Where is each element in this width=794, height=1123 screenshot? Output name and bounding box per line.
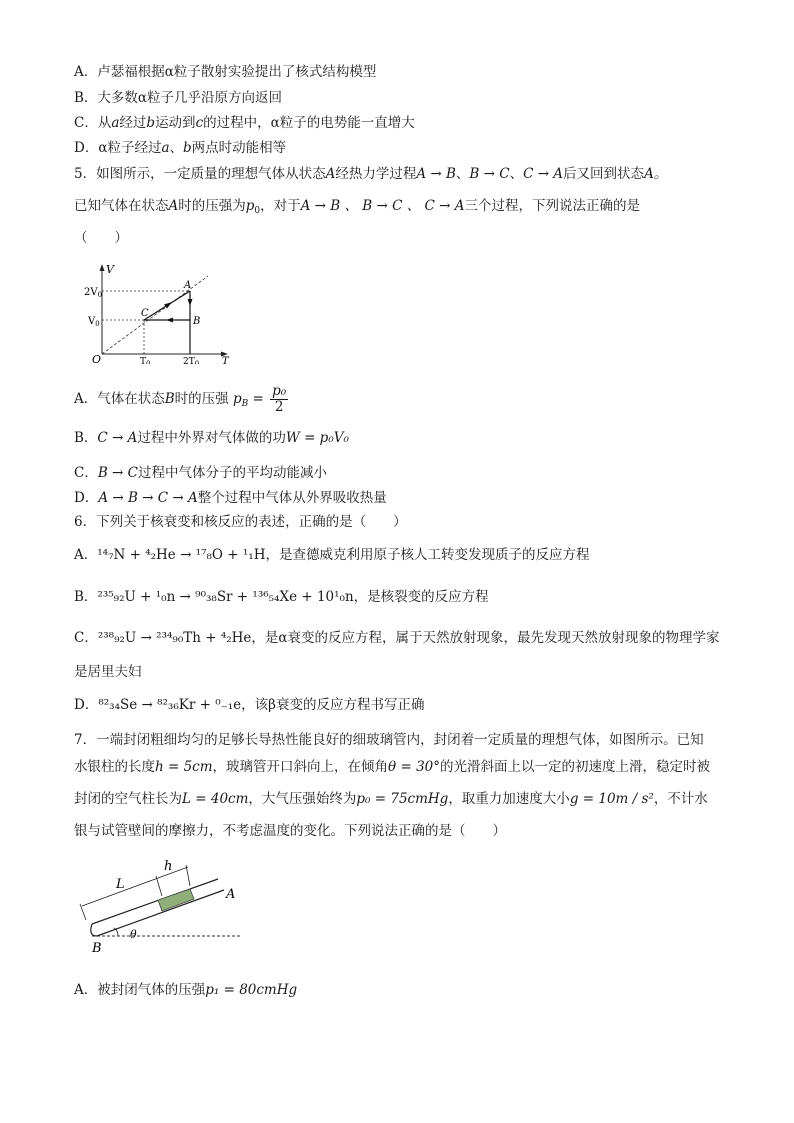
q5-d-process: A → B → C → A xyxy=(98,490,198,506)
q7-tube-figure xyxy=(78,852,250,956)
q4-option-b-text: B．大多数α粒子几乎沿原方向返回 xyxy=(74,90,283,106)
q4-option-b xyxy=(74,88,282,108)
q5-c-process: B → C xyxy=(97,465,138,481)
tick-2t0-text: 2T xyxy=(183,357,195,364)
q5-stem-text: 、 xyxy=(509,166,524,182)
q5-b-text: 过程中外界对气体做的功 xyxy=(137,430,286,446)
answer-blank: （ ） xyxy=(74,230,128,246)
q7-stem-line2 xyxy=(74,757,710,777)
q6-d-label: D． xyxy=(74,697,99,713)
q7-p0-value: p₀ = 75cmHg xyxy=(356,791,449,807)
q5-stem-line1 xyxy=(74,164,667,184)
tick-2v0-text: 2V xyxy=(84,287,98,298)
q7-l-value: L = 40cm xyxy=(182,791,249,807)
q6-d-equation: ⁸²₃₄Se → ⁸²₃₆Kr + ⁰₋₁e xyxy=(98,697,242,713)
q5-b-text: B． xyxy=(74,430,98,446)
q6-c-text-cont: 是居里夫妇 xyxy=(74,664,142,680)
q7-theta-value: θ = 30° xyxy=(388,759,440,775)
q5-answer-paren xyxy=(74,228,128,248)
q7-stem-text: 的光滑斜面上以一定的初速度上滑，稳定时被 xyxy=(440,759,710,775)
tick-sub: 0 xyxy=(95,320,100,328)
q4-option-c xyxy=(74,113,415,133)
q5-a-pb: p xyxy=(232,391,242,407)
q6-c-equation: ²³⁸₉₂U → ²³⁴₉₀Th + ⁴₂He xyxy=(97,630,252,646)
q7-stem-line3 xyxy=(74,789,708,809)
q7-stem-text: ，不计水 xyxy=(653,791,708,807)
q5-a-state: B xyxy=(164,391,175,407)
q6-c-text: ，是α衰变的反应方程，属于天然放射现象，最先发现天然放射现象的物理学家 xyxy=(251,630,720,646)
q6-b-text: ，是核裂变的反应方程 xyxy=(353,589,489,605)
tick-t0-text: T xyxy=(140,357,147,364)
origin-line xyxy=(102,276,208,354)
tick-v0-text: V xyxy=(88,316,96,327)
q5-stem-text: 5．如图所示，一定质量的理想气体从状态 xyxy=(74,166,326,182)
dimension-h-line xyxy=(158,867,188,878)
q5-a-text: 时的压强 xyxy=(174,391,229,407)
label-l: L xyxy=(116,877,125,892)
q5-stem-text: 已知气体在状态 xyxy=(74,198,169,214)
q4-d-text: 、 xyxy=(169,140,184,156)
q7-stem-text: 7．一端封闭粗细均匀的足够长导热性能良好的细玻璃管内，封闭着一定质量的理想气体，如图所示。已知 xyxy=(74,732,704,748)
tick-2v0 xyxy=(84,287,102,299)
tube-upper-wall xyxy=(92,879,218,924)
q6-a-label: A． xyxy=(74,547,98,563)
dimension-h-tick xyxy=(186,865,190,886)
dimension-l-tick xyxy=(80,904,86,920)
q5-a-pb-sub: B xyxy=(241,399,249,409)
origin-label: O xyxy=(92,353,102,364)
v-axis-label: V xyxy=(106,263,114,276)
q5-a-text: A．气体在状态 xyxy=(74,391,165,407)
q5-stem-text: 三个过程，下列说法正确的是 xyxy=(464,198,640,214)
arrow-c-a-icon xyxy=(164,302,172,309)
q5-process-ab: A → B xyxy=(416,166,456,182)
q5-vt-graph xyxy=(84,262,234,364)
tick-v0 xyxy=(87,316,100,328)
q6-option-c xyxy=(74,628,720,648)
q5-process-bc: B → C xyxy=(469,166,510,182)
q4-c-var-a: a xyxy=(111,115,120,131)
q5-d-text: 整个过程中气体从外界吸收热量 xyxy=(197,490,387,506)
q5-option-c xyxy=(74,463,327,483)
q6-b-label: B． xyxy=(74,589,98,605)
t-axis-label: T xyxy=(222,356,229,364)
tick-sub: 0 xyxy=(146,360,151,364)
point-c-label: C xyxy=(141,308,149,319)
q5-process-ca: C → A xyxy=(523,166,564,182)
q5-c-text: C． xyxy=(74,465,98,481)
q4-d-text: D．α粒子经过 xyxy=(74,140,162,156)
q4-c-var-c: c xyxy=(195,115,204,131)
q4-option-a xyxy=(74,62,376,82)
q5-processes: A → B 、 B → C 、 C → A xyxy=(300,198,465,214)
tick-2t0 xyxy=(183,357,199,364)
q7-stem-text: 水银柱的长度 xyxy=(74,759,155,775)
q4-d-var-a: a xyxy=(161,140,170,156)
q7-h-value: h = 5cm xyxy=(155,759,213,775)
q7-a-formula: p₁ = 80cmHg xyxy=(205,982,298,998)
q7-g-value: g = 10m / s² xyxy=(569,791,654,807)
q6-a-equation: ¹⁴₇N + ⁴₂He → ¹⁷₈O + ¹₁H xyxy=(97,547,266,563)
q6-option-c-line2 xyxy=(74,662,142,682)
q4-c-text: 经过 xyxy=(119,115,147,131)
q4-d-var-b: b xyxy=(183,140,192,156)
q5-b-process: C → A xyxy=(97,430,138,446)
q5-stem-text: 时的压强为 xyxy=(178,198,246,214)
q6-option-b xyxy=(74,587,489,607)
q5-state-a: A xyxy=(325,166,336,182)
v-axis-arrow-icon xyxy=(100,264,105,271)
q5-a-fraction xyxy=(270,384,288,415)
tick-sub: 0 xyxy=(194,360,200,364)
q7-option-a xyxy=(74,980,297,1000)
q6-a-text: ，是查德威克利用原子核人工转变发现质子的反应方程 xyxy=(265,547,590,563)
q7-a-text: A．被封闭气体的压强 xyxy=(74,982,206,998)
q5-a-eq: = xyxy=(248,391,264,407)
q4-option-d xyxy=(74,138,286,158)
q6-stem xyxy=(74,512,407,532)
q5-b-formula: W = p₀V₀ xyxy=(285,430,349,446)
q5-stem-line2 xyxy=(74,196,640,221)
q5-option-b xyxy=(74,428,349,448)
label-h: h xyxy=(164,859,173,874)
q4-c-text: 运动到 xyxy=(155,115,196,131)
q6-stem-text: 6．下列关于核衰变和核反应的表述，正确的是（ ） xyxy=(74,514,407,530)
q4-c-var-b: b xyxy=(146,115,156,131)
label-a: A xyxy=(226,887,236,902)
q7-stem-text: ，取重力加速度大小 xyxy=(448,791,570,807)
q5-option-a xyxy=(74,384,290,419)
point-b-label: B xyxy=(193,316,201,327)
q5-p0: p xyxy=(245,198,255,214)
q6-b-equation: ²³⁵₉₂U + ¹₀n → ⁹⁰₃₈Sr + ¹³⁶₅₄Xe + 10¹₀n xyxy=(97,589,354,605)
arrow-a-b-icon xyxy=(188,299,193,306)
q5-c-text: 过程中气体分子的平均动能减小 xyxy=(138,465,327,481)
q6-c-label: C． xyxy=(74,630,98,646)
q4-c-text: C．从 xyxy=(74,115,112,131)
label-theta: θ xyxy=(130,928,137,941)
label-b: B xyxy=(92,941,102,956)
tick-sub: 0 xyxy=(97,291,103,299)
q4-option-a-text: A．卢瑟福根据α粒子散射实验提出了核式结构模型 xyxy=(74,64,377,80)
q5-stem-text: A。 xyxy=(644,166,668,182)
fraction-denominator: 2 xyxy=(274,399,284,415)
q5-option-d xyxy=(74,488,387,508)
q7-stem-text: 封闭的空气柱长为 xyxy=(74,791,182,807)
q5-p0-sub: 0 xyxy=(254,206,261,216)
q6-option-d xyxy=(74,695,424,715)
q6-d-text: ，该β衰变的反应方程书写正确 xyxy=(241,697,425,713)
q5-stem-text: 后又回到状态 xyxy=(563,166,645,182)
tick-t0 xyxy=(140,357,150,364)
arrow-b-c-icon xyxy=(166,318,173,323)
dimension-mid-tick xyxy=(156,876,162,896)
q6-option-a xyxy=(74,545,589,565)
tube-closed-end xyxy=(91,924,97,936)
q7-stem-line1 xyxy=(74,730,704,750)
q5-stem-text: 、 xyxy=(455,166,470,182)
q7-stem-line4 xyxy=(74,821,506,841)
q4-c-text: 的过程中，α粒子的电势能一直增大 xyxy=(203,115,415,131)
q5-stem-text: ，对于 xyxy=(260,198,301,214)
q5-d-text: D． xyxy=(74,490,99,506)
q7-stem-text: 银与试管壁间的摩擦力，不考虑温度的变化。下列说法正确的是（ ） xyxy=(74,823,506,839)
q7-stem-text: ，大气压强始终为 xyxy=(248,791,357,807)
vt-graph-svg xyxy=(84,262,234,364)
point-a-label: A xyxy=(184,280,192,291)
q5-stem-text: 经热力学过程 xyxy=(335,166,417,182)
fraction-numerator: p₀ xyxy=(272,383,287,399)
tube-figure-svg xyxy=(78,852,250,956)
q7-stem-text: ，玻璃管开口斜向上，在倾角 xyxy=(212,759,389,775)
q5-state-a: A xyxy=(168,198,179,214)
q4-d-text: 两点时动能相等 xyxy=(191,140,287,156)
